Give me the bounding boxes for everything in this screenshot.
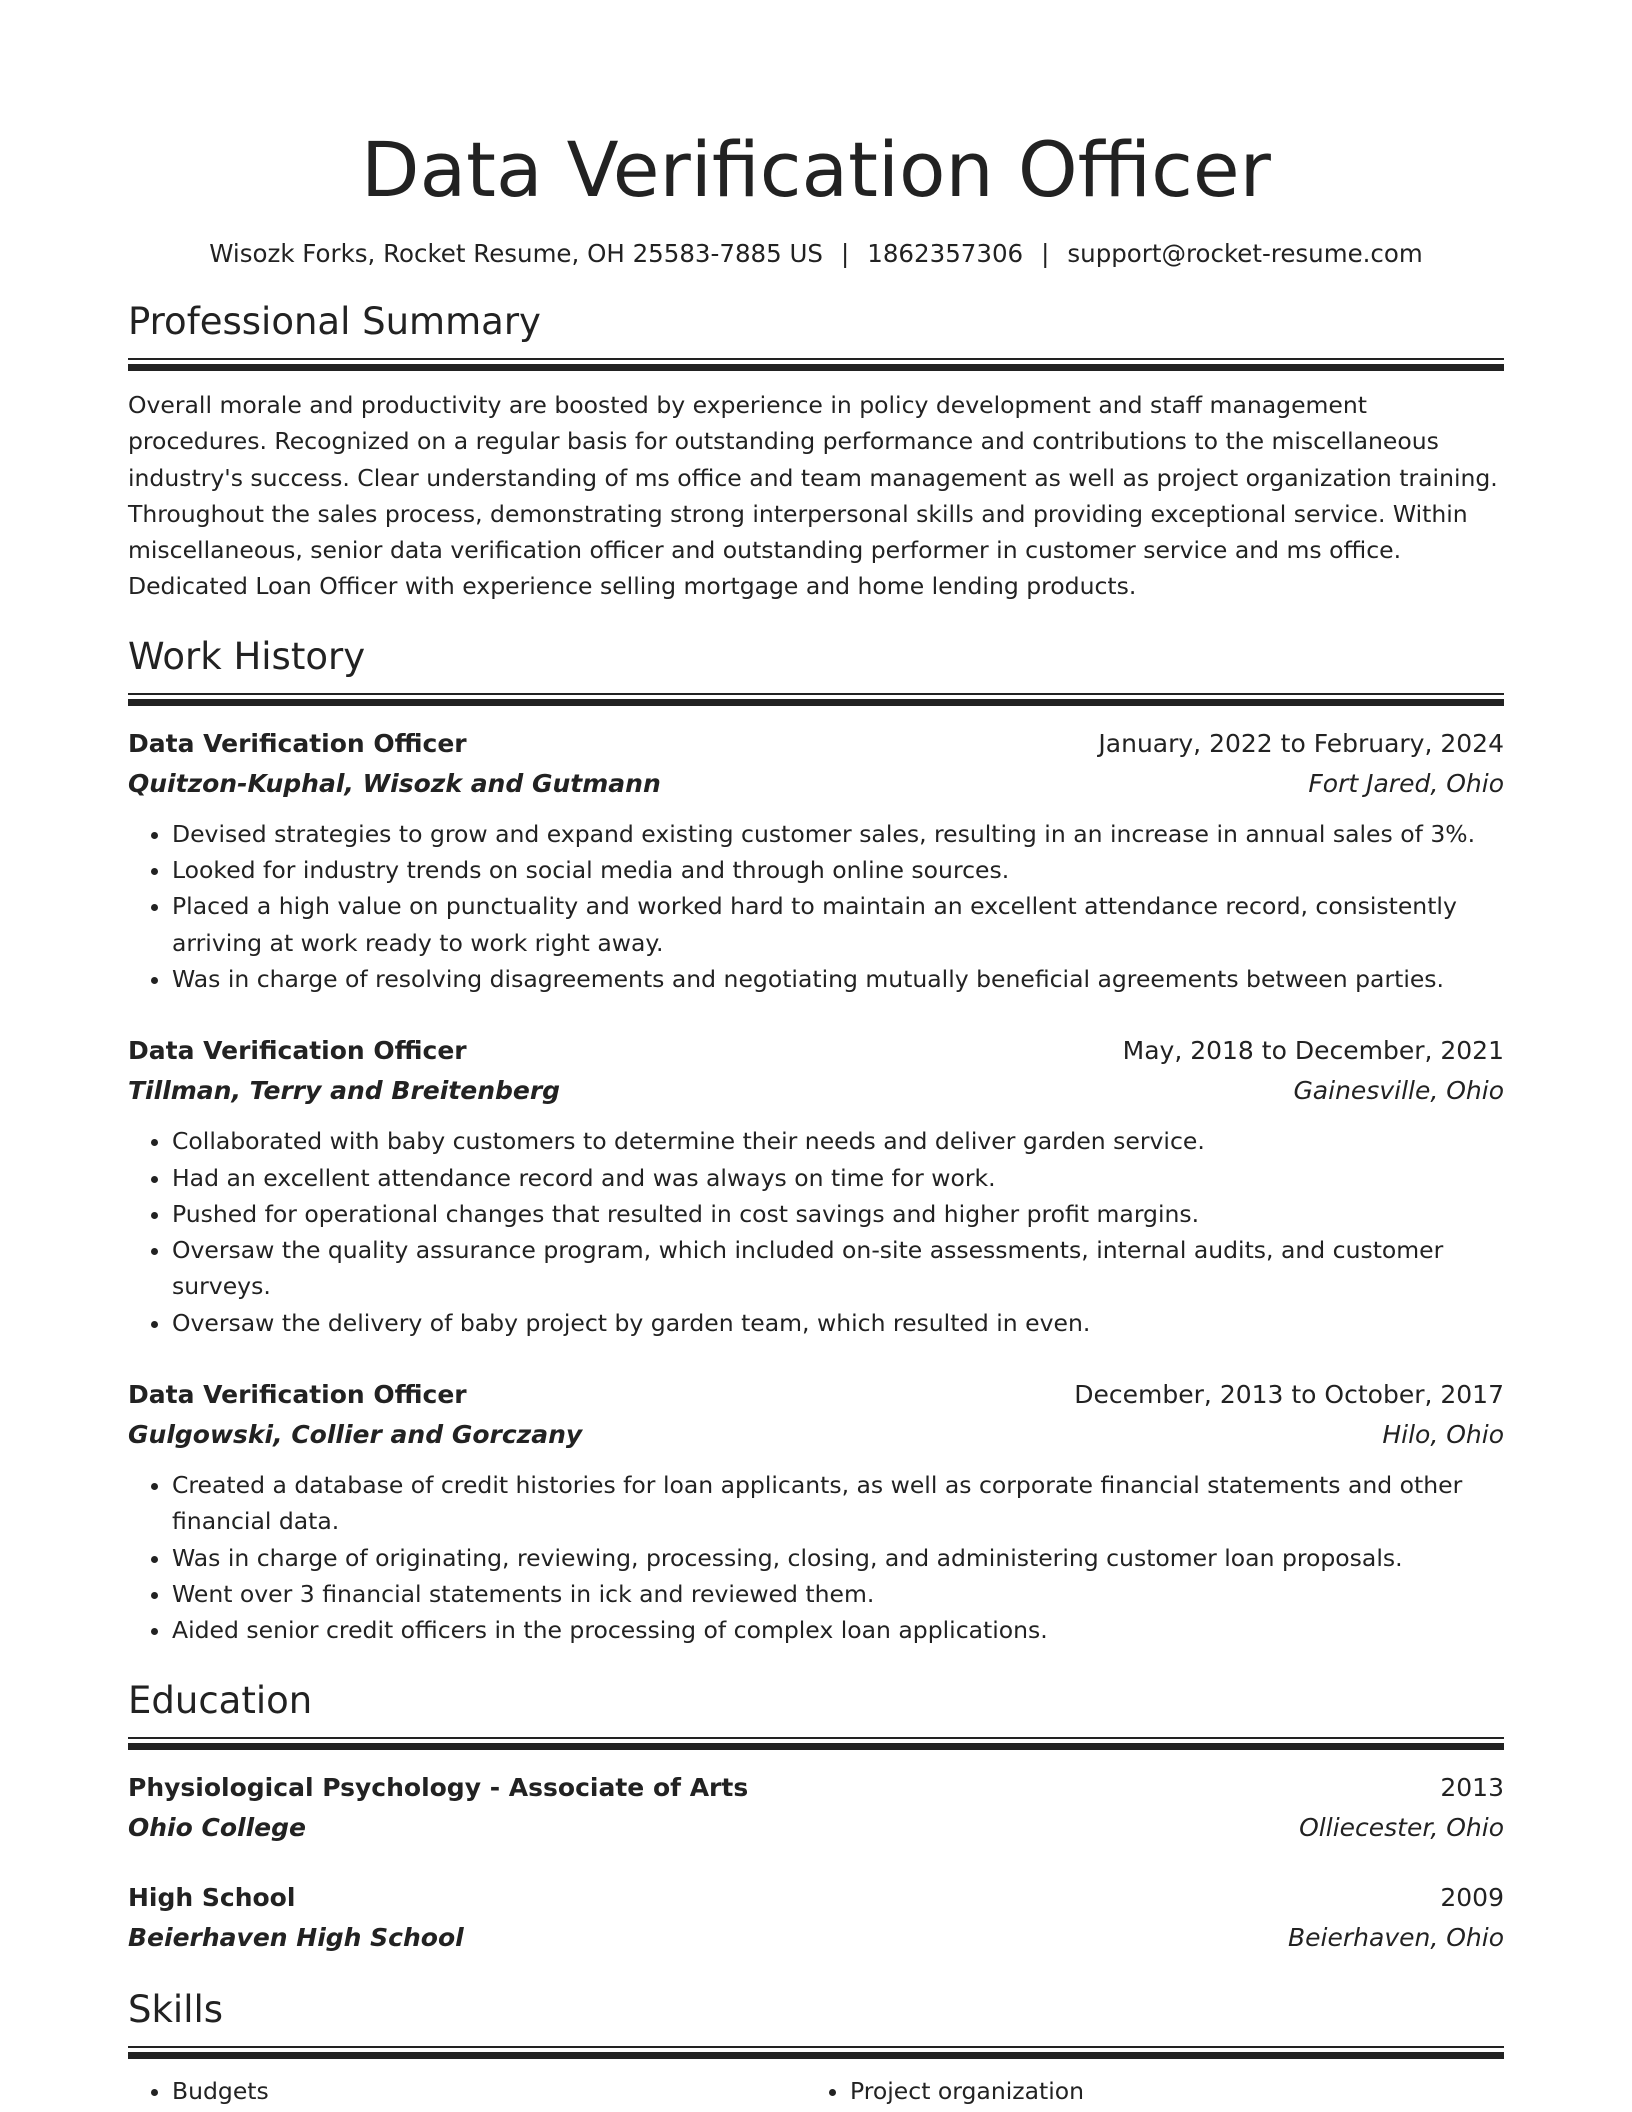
- job-location: Hilo, Ohio: [1382, 1420, 1504, 1450]
- contact-separator: |: [840, 239, 850, 268]
- list-item: • Was in charge of originating, reviewing, processing, closing, and administering customer loan proposals.: [172, 1540, 1504, 1576]
- job-title: Data Verification Officer: [128, 728, 467, 758]
- section-heading: Work History: [128, 634, 366, 678]
- section-divider: [128, 358, 1504, 360]
- education-section: [128, 1677, 1504, 1958]
- section-divider: [128, 2046, 1504, 2048]
- list-item: • Budgets: [172, 2073, 806, 2109]
- job-entry: [128, 1031, 1504, 1341]
- section-divider-thick: [128, 2052, 1504, 2059]
- skills-column-left: [128, 2073, 806, 2109]
- list-item: • Created a database of credit histories for loan applicants, as well as corporate financial statements and other financial data.: [172, 1467, 1504, 1540]
- education-school: Beierhaven High School: [128, 1922, 464, 1952]
- section-divider: [128, 693, 1504, 695]
- resume-page: [128, 0, 1504, 2109]
- education-entry: [128, 1768, 1504, 1848]
- skills-column-right: [806, 2073, 1484, 2109]
- job-dates: January, 2022 to February, 2024: [1098, 728, 1504, 758]
- education-school: Ohio College: [128, 1812, 306, 1842]
- education-entry: [128, 1878, 1504, 1958]
- list-item: • Project organization: [850, 2073, 1484, 2109]
- section-divider-thick: [128, 699, 1504, 706]
- job-dates: May, 2018 to December, 2021: [1122, 1036, 1504, 1066]
- list-item: • Placed a high value on punctuality and worked hard to maintain an excellent attendance record, consistently arriving at work ready to work right away.: [172, 888, 1504, 961]
- section-heading: Skills: [128, 1987, 224, 2031]
- skills-section: [128, 1986, 1504, 2109]
- education-degree: Physiological Psychology - Associate of Arts: [128, 1772, 749, 1802]
- list-item: • Pushed for operational changes that resulted in cost savings and higher profit margins.: [172, 1196, 1504, 1232]
- list-item: • Aided senior credit officers in the processing of complex loan applications.: [172, 1612, 1504, 1648]
- summary-text: Overall morale and productivity are boosted by experience in policy development and staff management procedures. Recognized on a regular basis for outstanding performance and contributions to the miscellaneous industry's success. Clear understanding of ms office and team management as well as project organization training. Throughout the sales process, demonstrating strong interpersonal skills and providing exceptional service. Within miscellaneous, senior data verification officer and outstanding performer in customer service and ms office. Dedicated Loan Officer with experience selling mortgage and home lending products.: [128, 391, 1498, 601]
- section-divider-thick: [128, 364, 1504, 371]
- job-title: Data Verification Officer: [128, 1380, 467, 1410]
- education-location: Beierhaven, Ohio: [1288, 1922, 1504, 1952]
- contact-line: [128, 238, 1504, 270]
- education-year: 2009: [1440, 1882, 1504, 1912]
- job-entry: [128, 1375, 1504, 1648]
- list-item: • Looked for industry trends on social media and through online sources.: [172, 852, 1504, 888]
- list-item: • Had an excellent attendance record and was always on time for work.: [172, 1160, 1504, 1196]
- list-item: • Went over 3 financial statements in ick and reviewed them.: [172, 1576, 1504, 1612]
- job-entry: [128, 724, 1504, 997]
- job-dates: December, 2013 to October, 2017: [1074, 1380, 1504, 1410]
- work-history-section: [128, 633, 1504, 1649]
- job-location: Fort Jared, Ohio: [1308, 768, 1504, 798]
- education-degree: High School: [128, 1882, 296, 1912]
- education-location: Olliecester, Ohio: [1299, 1812, 1504, 1842]
- section-divider-thick: [128, 1743, 1504, 1750]
- skills-grid: [128, 2073, 1504, 2109]
- contact-phone: 1862357306: [867, 239, 1024, 268]
- contact-address: Wisozk Forks, Rocket Resume, OH 25583-7885 US: [209, 239, 823, 268]
- summary-section: [128, 298, 1504, 605]
- contact-email: support@rocket-resume.com: [1067, 239, 1423, 268]
- job-title: Data Verification Officer: [128, 1036, 467, 1066]
- education-year: 2013: [1440, 1772, 1504, 1802]
- section-heading: Education: [128, 1678, 313, 1722]
- job-company: Quitzon-Kuphal, Wisozk and Gutmann: [128, 768, 661, 798]
- job-bullets: [128, 816, 1504, 997]
- resume-title: Data Verification Officer: [361, 125, 1271, 214]
- job-bullets: [128, 1467, 1504, 1648]
- list-item: • Oversaw the quality assurance program, which included on-site assessments, internal audits, and customer surveys.: [172, 1232, 1504, 1305]
- list-item: • Collaborated with baby customers to determine their needs and deliver garden service.: [172, 1123, 1504, 1159]
- job-location: Gainesville, Ohio: [1293, 1076, 1504, 1106]
- job-company: Tillman, Terry and Breitenberg: [128, 1076, 561, 1106]
- job-bullets: [128, 1123, 1504, 1341]
- list-item: • Oversaw the delivery of baby project by garden team, which resulted in even.: [172, 1305, 1504, 1341]
- section-heading: Professional Summary: [128, 300, 541, 343]
- job-company: Gulgowski, Collier and Gorczany: [128, 1420, 583, 1450]
- section-divider: [128, 1737, 1504, 1739]
- list-item: • Was in charge of resolving disagreements and negotiating mutually beneficial agreements between parties.: [172, 961, 1504, 997]
- contact-separator: |: [1041, 239, 1050, 268]
- list-item: • Devised strategies to grow and expand existing customer sales, resulting in an increase in annual sales of 3%.: [172, 816, 1504, 852]
